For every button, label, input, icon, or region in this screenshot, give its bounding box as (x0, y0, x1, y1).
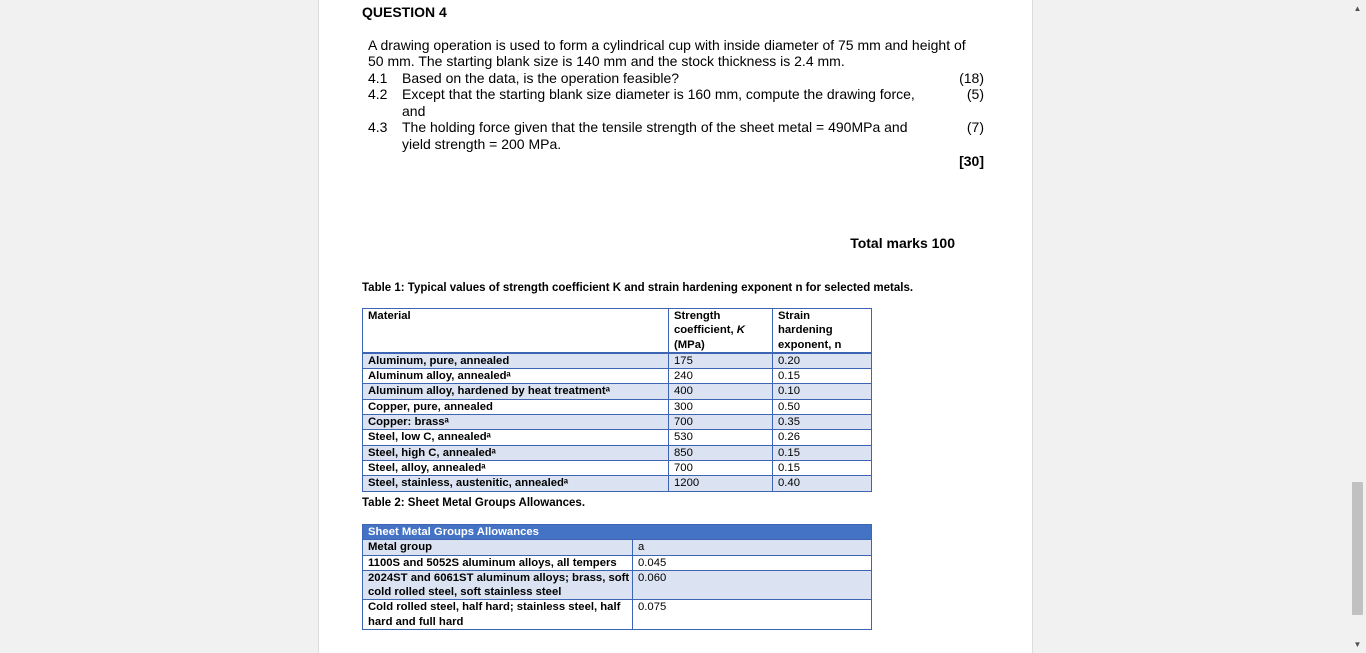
table2-title-row: Sheet Metal Groups Allowances (363, 525, 872, 540)
table-row: Steel, low C, annealedᵃ 530 0.26 (363, 430, 872, 445)
table-row: Cold rolled steel, half hard; stainless steel, half hard and full hard 0.075 (363, 600, 872, 630)
item-text: Based on the data, is the operation feasible? (402, 70, 680, 86)
table2-caption: Table 2: Sheet Metal Groups Allowances. (362, 497, 586, 509)
item-marks: (7) (966, 119, 984, 135)
item-text: Except that the starting blank size diameter is 160 mm, compute the drawing force, (402, 86, 915, 102)
item-number: 4.3 (368, 119, 388, 135)
table-row: Aluminum, pure, annealed 175 0.20 (363, 353, 872, 369)
question-title: QUESTION 4 (362, 4, 447, 20)
table-row: Aluminum alloy, hardened by heat treatmentᵃ 400 0.10 (363, 384, 872, 399)
table-row: Steel, stainless, austenitic, annealedᵃ 1200 0.40 (363, 476, 872, 491)
item-marks: (18) (959, 70, 984, 86)
question-intro-line-2: 50 mm. The starting blank size is 140 mm and the stock thickness is 2.4 mm. (368, 53, 845, 69)
table-row: Steel, high C, annealedᵃ 850 0.15 (363, 445, 872, 460)
table-row: Aluminum alloy, annealedᵃ 240 0.15 (363, 369, 872, 384)
item-number: 4.1 (368, 70, 388, 86)
table-row: Copper, pure, annealed 300 0.50 (363, 399, 872, 414)
total-marks: Total marks 100 (850, 235, 955, 251)
question-intro-line-1: A drawing operation is used to form a cylindrical cup with inside diameter of 75 mm and height of (368, 37, 966, 53)
scroll-up-arrow-icon[interactable]: ▲ (1353, 4, 1362, 13)
table1-caption: Table 1: Typical values of strength coefficient K and strain hardening exponent n for selected metals. (362, 282, 914, 294)
table-row: 1100S and 5052S aluminum alloys, all tempers 0.045 (363, 555, 872, 570)
table1-header-material: Material (363, 309, 669, 353)
table2-sheet-metal-allowances (362, 524, 872, 630)
vertical-scrollbar[interactable] (1349, 0, 1366, 653)
item-text-continued: yield strength = 200 MPa. (402, 136, 562, 152)
table-row: Copper: brassᵃ 700 0.35 (363, 415, 872, 430)
table1-header-n: Strain hardening exponent, n (773, 309, 872, 353)
item-text-continued: and (402, 103, 426, 119)
table1-strength-coefficients (362, 308, 872, 492)
item-marks: (5) (966, 86, 984, 102)
table-row: Steel, alloy, annealedᵃ 700 0.15 (363, 460, 872, 475)
item-text: The holding force given that the tensile strength of the sheet metal = 490MPa and (402, 119, 908, 135)
item-number: 4.2 (368, 86, 388, 102)
question-subtotal: [30] (959, 153, 984, 169)
scroll-down-arrow-icon[interactable]: ▼ (1353, 640, 1362, 649)
table-row: 2024ST and 6061ST aluminum alloys; brass, soft cold rolled steel, soft stainless steel 0.060 (363, 570, 872, 600)
scrollbar-thumb[interactable] (1352, 482, 1363, 615)
table1-header-k: Strength coefficient, K (MPa) (669, 309, 773, 353)
table2-header-row: Metal group a (363, 540, 872, 555)
document-page (318, 0, 1033, 653)
